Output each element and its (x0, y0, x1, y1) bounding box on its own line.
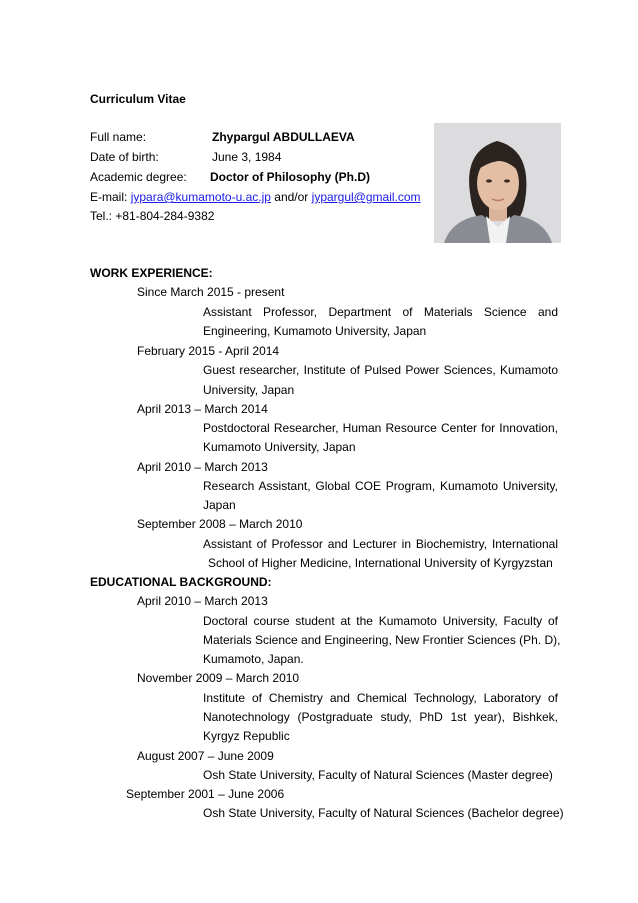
education-period: November 2009 – March 2010 (137, 671, 300, 685)
work-detail-line: Postdoctoral Researcher, Human Resource Center for Innovation, (203, 421, 558, 435)
portrait-photo (434, 123, 561, 243)
work-detail-line: Research Assistant, Global COE Program, Kumamoto University, (203, 479, 558, 493)
work-detail-line: University, Japan (203, 383, 295, 397)
email-line (90, 190, 421, 204)
work-detail-line: Guest researcher, Institute of Pulsed Power Sciences, Kumamoto (203, 363, 558, 377)
education-detail-line: Kumamoto, Japan. (203, 652, 304, 666)
work-detail-line: School of Higher Medicine, International University of Kyrgyzstan (208, 556, 553, 570)
education-detail-line: Nanotechnology (Postgraduate study, PhD 1st year), Bishkek, (203, 710, 558, 724)
full-name-value: Zhypargul ABDULLAEVA (212, 130, 355, 144)
education-period: September 2001 – June 2006 (126, 787, 285, 801)
work-detail-line: Japan (203, 498, 236, 512)
work-period: April 2010 – March 2013 (137, 460, 268, 474)
education-detail-line: Institute of Chemistry and Chemical Technology, Laboratory of (203, 691, 558, 705)
degree-label: Academic degree: (90, 170, 187, 184)
education-heading: EDUCATIONAL BACKGROUND: (90, 575, 272, 589)
email-separator: and/or (274, 190, 309, 204)
education-detail-line: Materials Science and Engineering, New Frontier Sciences (Ph. D), (203, 633, 561, 647)
cv-title: Curriculum Vitae (90, 92, 186, 106)
work-detail-line: Engineering, Kumamoto University, Japan (203, 324, 427, 338)
email-label: E-mail: (90, 190, 128, 204)
education-detail-line: Kyrgyz Republic (203, 729, 290, 743)
portrait-icon (434, 123, 561, 243)
telephone: Tel.: +81-804-284-9382 (90, 209, 215, 223)
education-detail-line: Osh State University, Faculty of Natural Sciences (Bachelor degree) (203, 806, 564, 820)
work-period: Since March 2015 - present (137, 285, 285, 299)
degree-value: Doctor of Philosophy (Ph.D) (210, 170, 370, 184)
dob-value: June 3, 1984 (212, 150, 282, 164)
full-name-label: Full name: (90, 130, 147, 144)
education-detail-line: Osh State University, Faculty of Natural Sciences (Master degree) (203, 768, 553, 782)
education-period: August 2007 – June 2009 (137, 749, 274, 763)
work-heading: WORK EXPERIENCE: (90, 266, 213, 280)
education-period: April 2010 – March 2013 (137, 594, 268, 608)
work-period: February 2015 - April 2014 (137, 344, 280, 358)
dob-label: Date of birth: (90, 150, 159, 164)
work-detail-line: Kumamoto University, Japan (203, 440, 356, 454)
work-detail-line: Assistant of Professor and Lecturer in Biochemistry, International (203, 537, 558, 551)
work-period: September 2008 – March 2010 (137, 517, 303, 531)
work-period: April 2013 – March 2014 (137, 402, 268, 416)
email-link-primary[interactable]: jypara@kumamoto-u.ac.jp (130, 190, 271, 204)
email-link-secondary[interactable]: jypargul@gmail.com (311, 190, 421, 204)
education-detail-line: Doctoral course student at the Kumamoto University, Faculty of (203, 614, 558, 628)
work-detail-line: Assistant Professor, Department of Materials Science and (203, 305, 558, 319)
